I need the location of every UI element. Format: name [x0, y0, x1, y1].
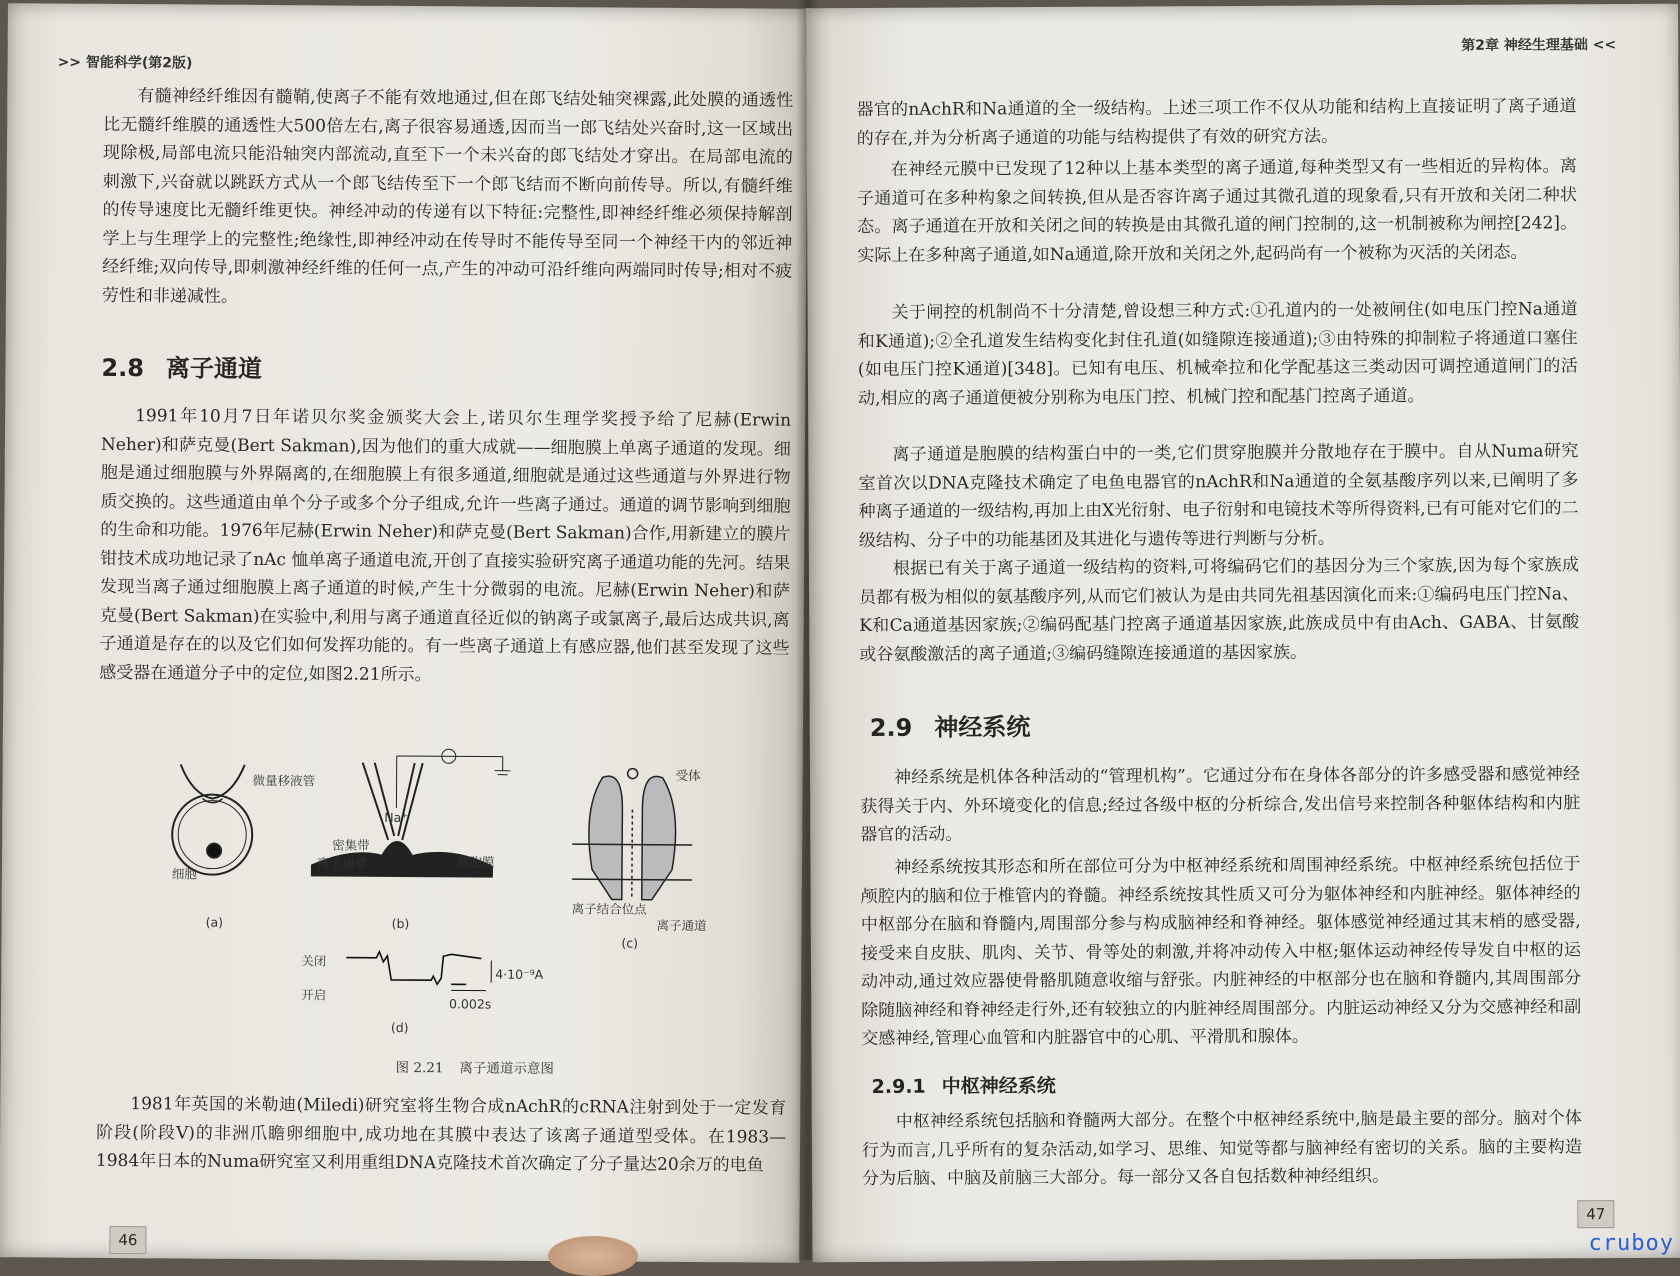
figure-2-21: [151, 746, 773, 1070]
subsection-heading-2-9-1: [872, 1071, 1056, 1099]
panel-c-drawing: [572, 768, 693, 900]
panel-a-drawing: [172, 764, 253, 875]
section-title: 离子通道: [166, 354, 262, 383]
paragraph-cns: 中枢神经系统包括脑和脊髓两大部分。在整个中枢神经系统中,脑是最主要的部分。脑对个体行为而言,几乎所有的复杂活动,如学习、思维、知觉等都与脑神经有密切的关系。脑的主要构造分为后脑、中脑及前脑三大部分。每一部分又各自包括数种神经组织。: [862, 1104, 1582, 1193]
label-cell: 细胞: [172, 864, 197, 882]
label-time-scale: 0.002s: [449, 996, 491, 1011]
label-seal: 密集带: [332, 835, 370, 853]
paragraph-gating: 关于闸控的机制尚不十分清楚,曾设想三种方式:①孔道内的一处被闸住(如电压门控Na通道和K通道);②全孔道发生结构变化封住孔道(如缝隙连接通道);③由特殊的抑制粒子将通道口塞住(如电压门控K通道)[348]。已知有电压、机械牵拉和化学配基这三类动因可调控通道闸门的活动,相应的离子通道便被分别称为电压门控、机械门控和配基门控离子通道。: [858, 295, 1579, 413]
page-number-left: 46: [109, 1226, 146, 1254]
paragraph-miledi: 1981年英国的米勒迪(Miledi)研究室将生物合成nAchR的cRNA注射到处于一定发育阶段(阶段V)的非洲爪瞻卵细胞中,成功地在其膜中表达了该离子通道型受体。在1983—1984年日本的Numa研究室又利用重组DNA克隆技术首次确定了分子量达20余万的电鱼: [96, 1090, 787, 1180]
label-panel-d: (d): [391, 1020, 409, 1035]
paragraph-nervous-system: 神经系统是机体各种活动的“管理机构”。它通过分布在身体各部分的许多感受器和感觉神经获得关于内、外环境变化的信息;经过各级中枢的分析综合,发出信号来控制各种躯体结构和内脏器官的活动。: [860, 760, 1580, 849]
caption-number: 图 2.21: [396, 1060, 444, 1076]
right-page: [806, 4, 1680, 1263]
section-title: 神经系统: [934, 713, 1030, 742]
section-heading-2-9: [870, 707, 1031, 743]
section-number: 2.9: [870, 714, 913, 742]
running-head-left: >> 智能科学(第2版): [58, 52, 193, 73]
label-binding-site: 离子结合位点: [572, 899, 647, 918]
intro-paragraph: 有髓神经纤维因有髓鞘,使离子不能有效地通过,但在郎飞结处轴突裸露,此处膜的通透性比无髓纤维膜的通透性大500倍左右,离子很容易通透,因而当一郎飞结处兴奋时,这一区域出现除极,局部电流只能沿轴突内部流动,直至下一个未兴奋的郎飞结处才穿出。在局部电流的刺激下,兴奋就以跳跃方式从一个郎飞结传至下一个郎飞结而不断向前传导。所以,有髓纤维的传导速度比无髓纤维更快。神经冲动的传递有以下特征:完整性,即神经纤维必须保持解剖学上与生理学上的完整性;绝缘性,即神经冲动在传导时不能传导至同一个神经干内的邻近神经纤维;双向传导,即刺激神经纤维的任何一点,产生的冲动可沿纤维向两端同时传导;相对不疲劳性和非递减性。: [102, 82, 794, 315]
thumb: [548, 1236, 638, 1276]
paragraph-channel-types: 在神经元膜中已发现了12种以上基本类型的离子通道,每种类型又有一些相近的异构体。离子通道可在多种构象之间转换,但从是否容许离子通过其微孔道的现象看,只有开放和关闭二种状态。离子通道在开放和关闭之间的转换是由其微孔道的闸门控制的,这一机制被称为闸控[242]。实际上在多种离子通道,如Na通道,除开放和关闭之外,起码尚有一个被称为灭活的关闭态。: [857, 152, 1578, 270]
label-membrane: 细胞膜: [457, 852, 495, 870]
label-closed: 关闭: [301, 951, 326, 969]
caption-text: 离子通道示意图: [459, 1060, 554, 1077]
paragraph-gene-families: 根据已有关于离子通道一级结构的资料,可将编码它们的基因分为三个家族,因为每个家族成员都有极为相似的氨基酸序列,从而它们被认为是由共同先祖基因演化而来:①编码电压门控Na、K和Ca通道基因家族;②编码配基门控离子通道基因家族,此族成员中有由Ach、GABA、甘氨酸或谷氨酸激活的离子通道;③编码缝隙连接通道的基因家族。: [859, 551, 1580, 669]
label-receptor: 受体: [676, 766, 701, 784]
figure-caption: [396, 1056, 554, 1077]
section-heading-2-8: [101, 348, 262, 384]
subsection-title: 中枢神经系统: [942, 1075, 1056, 1098]
label-panel-b: (b): [392, 916, 410, 931]
label-panel-a: (a): [206, 915, 224, 930]
label-ion-channel-c: 离子通道: [657, 916, 707, 934]
section-number: 2.8: [101, 354, 144, 382]
label-na-ion: Na⁺: [384, 810, 408, 825]
subsection-number: 2.9.1: [872, 1076, 926, 1098]
paragraph-continued: 器官的nAchR和Na通道的全一级结构。上述三项工作不仅从功能和结构上直接证明了离子通道的存在,并为分析离子通道的功能与结构提供了有效的研究方法。: [856, 92, 1576, 153]
running-head-right: 第2章 神经生理基础 <<: [1461, 34, 1616, 55]
paragraph-nobel: 1991年10月7日年诺贝尔奖金颁奖大会上,诺贝尔生理学奖授予给了尼赫(Erwin Neher)和萨克曼(Bert Sakman),因为他们的重大成就——细胞膜上单离子通道的发现。细胞是通过细胞膜与外界隔离的,在细胞膜上有很多通道,细胞就是通过这些通道与外界进行物质交换的。这些通道由单个分子或多个分子组成,允许一些离子通过。通道的调节影响到细胞的生命和功能。1976年尼赫(Erwin Neher)和萨克曼(Bert Sakman)合作,用新建立的膜片钳技术成功地记录了nAc 恤单离子通道电流,开创了直接实验研究离子通道功能的先河。结果发现当离子通过细胞膜上离子通道的时候,产生十分微弱的电流。尼赫(Erwin Neher)和萨克曼(Bert Sakman)在实验中,利用与离子通道直径近似的钠离子或氯离子,最后达成共识,离子通道是存在的以及它们如何发挥功能的。有一些离子通道上有感应器,他们甚至发现了这些感受器在通道分子中的定位,如图2.21所示。: [99, 402, 791, 692]
label-ion-channel-b: 离子通道: [317, 853, 367, 871]
label-panel-c: (c): [621, 936, 638, 951]
label-micropipette: 微量移液管: [253, 771, 316, 789]
label-open: 开启: [301, 985, 326, 1003]
page-number-right: 47: [1577, 1200, 1614, 1228]
label-current-scale: 4·10⁻⁹A: [495, 967, 543, 982]
left-page: [0, 3, 808, 1263]
paragraph-structure: 离子通道是胞膜的结构蛋白中的一类,它们贯穿胞膜并分散地存在于膜中。自从Numa研究室首次以DNA克隆技术确定了电鱼电器官的nAchR和Na通道的全氨基酸序列以来,已阐明了多种离子通道的一级结构,再加上由X光衍射、电子衍射和电镜技术等所得资料,已有可能对它们的二级结构、分子中的功能基团及其进化与遗传等进行判断与分析。: [858, 437, 1579, 555]
watermark: cruboy: [1589, 1231, 1674, 1256]
paragraph-classification: 神经系统按其形态和所在部位可分为中枢神经系统和周围神经系统。中枢神经系统包括位于颅腔内的脑和位于椎管内的脊髓。神经系统按其性质又可分为躯体神经和内脏神经。躯体神经的中枢部分在脑和脊髓内,周围部分参与构成脑神经和脊神经。躯体感觉神经通过其末梢的感受器,接受来自皮肤、肌肉、关节、骨等处的刺激,并将冲动传入中枢;躯体运动神经传导发自中枢的运动冲动,通过效应器使骨骼肌随意收缩与舒张。内脏神经的中枢部分也在脑和脊髓内,其周围部分除随脑神经和脊神经走行外,还有较独立的内脏神经周围部分。内脏运动神经又分为交感神经和副交感神经,管理心血管和内脏器官中的心肌、平滑肌和腺体。: [860, 850, 1581, 1053]
panel-d-drawing: [346, 952, 491, 991]
